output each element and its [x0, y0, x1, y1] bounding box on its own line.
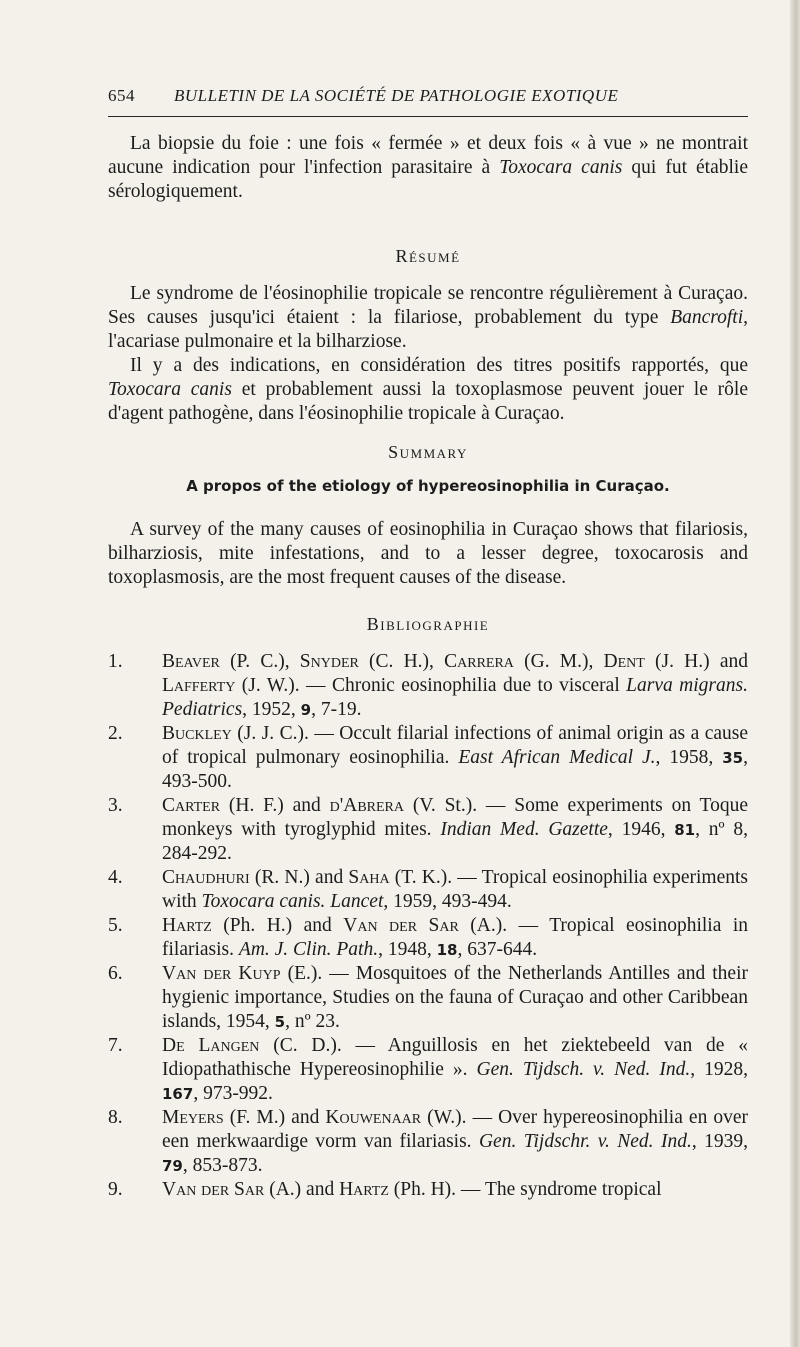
reference-year: , 1948, [378, 939, 437, 960]
reference-item [108, 1178, 748, 1202]
resume-p2-italic: Toxocara canis [108, 379, 232, 400]
reference-text: (Ph. H). — The syndrome tropical [388, 1179, 662, 1200]
intro-italic: Toxocara canis [499, 157, 623, 178]
reference-text: (G. M.), [513, 651, 604, 672]
reference-author: De Langen [162, 1035, 260, 1056]
reference-item [108, 962, 748, 1034]
intro-paragraph [108, 132, 748, 204]
reference-text: (A.) and [264, 1179, 340, 1200]
reference-author: Beaver [162, 651, 220, 672]
reference-item [108, 866, 748, 914]
reference-year: , 1959, [383, 891, 442, 912]
reference-text: (P. C.), [219, 651, 300, 672]
reference-number: 5. [108, 915, 123, 936]
reference-author: Dent [603, 651, 645, 672]
reference-text: (J. H.) and [644, 651, 748, 672]
reference-year: , 1939, [691, 1131, 748, 1152]
reference-volume: 9 [300, 701, 312, 719]
reference-journal: East African Medical J. [458, 747, 656, 768]
reference-journal: Toxocara canis. Lancet [201, 891, 384, 912]
reference-journal: Indian Med. Gazette [440, 819, 608, 840]
summary-paragraph: A survey of the many causes of eosinophilia in Curaçao shows that filariosis, bilharziosis, mite infestations, and to a lesser degree, toxocarosis and toxoplasmosis, are the most frequent causes of the disease. [108, 519, 748, 588]
page-number: 654 [108, 86, 135, 105]
resume-heading: Résumé [395, 246, 461, 266]
reference-volume: 5 [274, 1013, 286, 1031]
intro-text-2: qui fut établie sérologiquement. [108, 157, 748, 202]
reference-author: Carter [162, 795, 221, 816]
header-rule [108, 116, 748, 117]
reference-item [108, 722, 748, 794]
reference-author: Carrera [444, 651, 514, 672]
reference-author: Hartz [162, 915, 212, 936]
resume-paragraph-1 [108, 282, 748, 354]
reference-volume: 79 [162, 1157, 183, 1175]
reference-volume: 167 [162, 1085, 194, 1103]
reference-text: (R. N.) and [249, 867, 349, 888]
reference-author: Buckley [162, 723, 232, 744]
reference-number: 3. [108, 795, 123, 816]
bibliography-heading: Bibliographie [366, 614, 490, 634]
reference-text: (Ph. H.) and [211, 915, 344, 936]
reference-pages: 493-494. [441, 891, 512, 912]
reference-text: (V. St.). — Some experiments on Toque monkeys with tyroglyphid mites. [162, 795, 749, 840]
reference-item [108, 794, 748, 866]
reference-item [108, 650, 748, 722]
reference-text: (F. M.) and [223, 1107, 326, 1128]
resume-paragraph-2 [108, 354, 748, 426]
intro-text-1: La biopsie du foie : une fois « fermée » et deux fois « à vue » ne montrait aucune indication pour l'infection parasitaire à [108, 133, 748, 178]
reference-author: Meyers [162, 1107, 224, 1128]
resume-p1-b: , l'acariase pulmonaire et la bilharziose. [108, 307, 748, 352]
reference-number: 1. [108, 651, 123, 672]
bibliography-list [108, 650, 748, 1202]
reference-author: Snyder [299, 651, 359, 672]
reference-pages: , 7-19. [311, 699, 362, 720]
reference-journal: Am. J. Clin. Path. [238, 939, 379, 960]
reference-journal: Gen. Tijdschr. v. Ned. Ind. [478, 1131, 692, 1152]
reference-author: Chaudhuri [162, 867, 250, 888]
reference-pages: , 493-500. [162, 747, 748, 792]
resume-p2-a: Il y a des indications, en considération des titres positifs rapportés, que [130, 355, 748, 376]
reference-text: (E.). — Mosquitoes of the Netherlands Antilles and their hygienic importance, Studies on the fauna of Curaçao and other Caribbean islands, 1954, [162, 963, 748, 1032]
reference-year: , 1928, [690, 1059, 748, 1080]
reference-journal: Gen. Tijdsch. v. Ned. Ind. [476, 1059, 691, 1080]
reference-author: Van der Kuyp [162, 963, 281, 984]
reference-author: Lafferty [162, 675, 236, 696]
reference-author: d'Abrera [329, 795, 404, 816]
reference-text: (J. J. C.). — Occult filarial infections of animal origin as a cause of tropical pulmonary eosinophilia. [162, 723, 748, 768]
reference-author: Kouwenaar [325, 1107, 422, 1128]
reference-item [108, 914, 748, 962]
running-title: BULLETIN DE LA SOCIÉTÉ DE PATHOLOGIE EXOTIQUE [174, 86, 619, 105]
page-body [108, 132, 748, 1202]
reference-number: 4. [108, 867, 123, 888]
reference-pages: , 637-644. [457, 939, 538, 960]
reference-text: (C. H.), [358, 651, 445, 672]
reference-author: Van der Sar [343, 915, 459, 936]
reference-number: 9. [108, 1179, 123, 1200]
reference-volume: 18 [436, 941, 458, 959]
reference-number: 7. [108, 1035, 123, 1056]
reference-text: (J. W.). — Chronic eosinophilia due to visceral [235, 675, 627, 696]
resume-p1-a: Le syndrome de l'éosinophilie tropicale se rencontre régulièrement à Curaçao. Ses causes jusqu'ici étaient : la filariose, probablement du type [108, 283, 748, 328]
reference-text: (W.). — Over hypereosinophilia en over een merkwaardige vorm van filariasis. [162, 1107, 749, 1152]
resume-p2-b: et probablement aussi la toxoplasmose peuvent jouer le rôle d'agent pathogène, dans l'éosinophilie tropicale à Curaçao. [108, 379, 749, 424]
reference-journal: Larva migrans. Pediatrics [162, 675, 748, 720]
reference-author: Saha [348, 867, 390, 888]
reference-volume: 81 [674, 821, 696, 839]
reference-number: 6. [108, 963, 123, 984]
summary-title: A propos of the etiology of hypereosinophilia in Curaçao. [186, 477, 670, 495]
reference-pages: , 853-873. [182, 1155, 263, 1176]
reference-text: (H. F.) and [220, 795, 330, 816]
resume-p1-italic: Bancrofti [670, 307, 744, 328]
reference-item [108, 1034, 748, 1106]
reference-item [108, 1106, 748, 1178]
reference-year: , 1952, [242, 699, 301, 720]
reference-volume: 35 [722, 749, 744, 767]
reference-author: Hartz [339, 1179, 389, 1200]
reference-year: , 1946, [607, 819, 675, 840]
reference-number: 2. [108, 723, 123, 744]
reference-year: , 1958, [655, 747, 723, 768]
reference-pages: , nº 8, 284-292. [162, 819, 748, 864]
reference-pages: , nº 23. [285, 1011, 340, 1032]
reference-author: Van der Sar [162, 1179, 265, 1200]
reference-text: (T. K.). — Tropical eosinophilia experiments with [162, 867, 749, 912]
page-edge [790, 0, 800, 1347]
summary-heading: Summary [388, 442, 468, 462]
reference-number: 8. [108, 1107, 123, 1128]
reference-pages: , 973-992. [193, 1083, 273, 1104]
reference-text: (A.). — Tropical eosinophilia in filariasis. [162, 915, 748, 960]
reference-text: (C. D.). — Anguillosis en het ziektebeeld van de « Idiopathathische Hypereosinophilie ». [162, 1035, 748, 1080]
